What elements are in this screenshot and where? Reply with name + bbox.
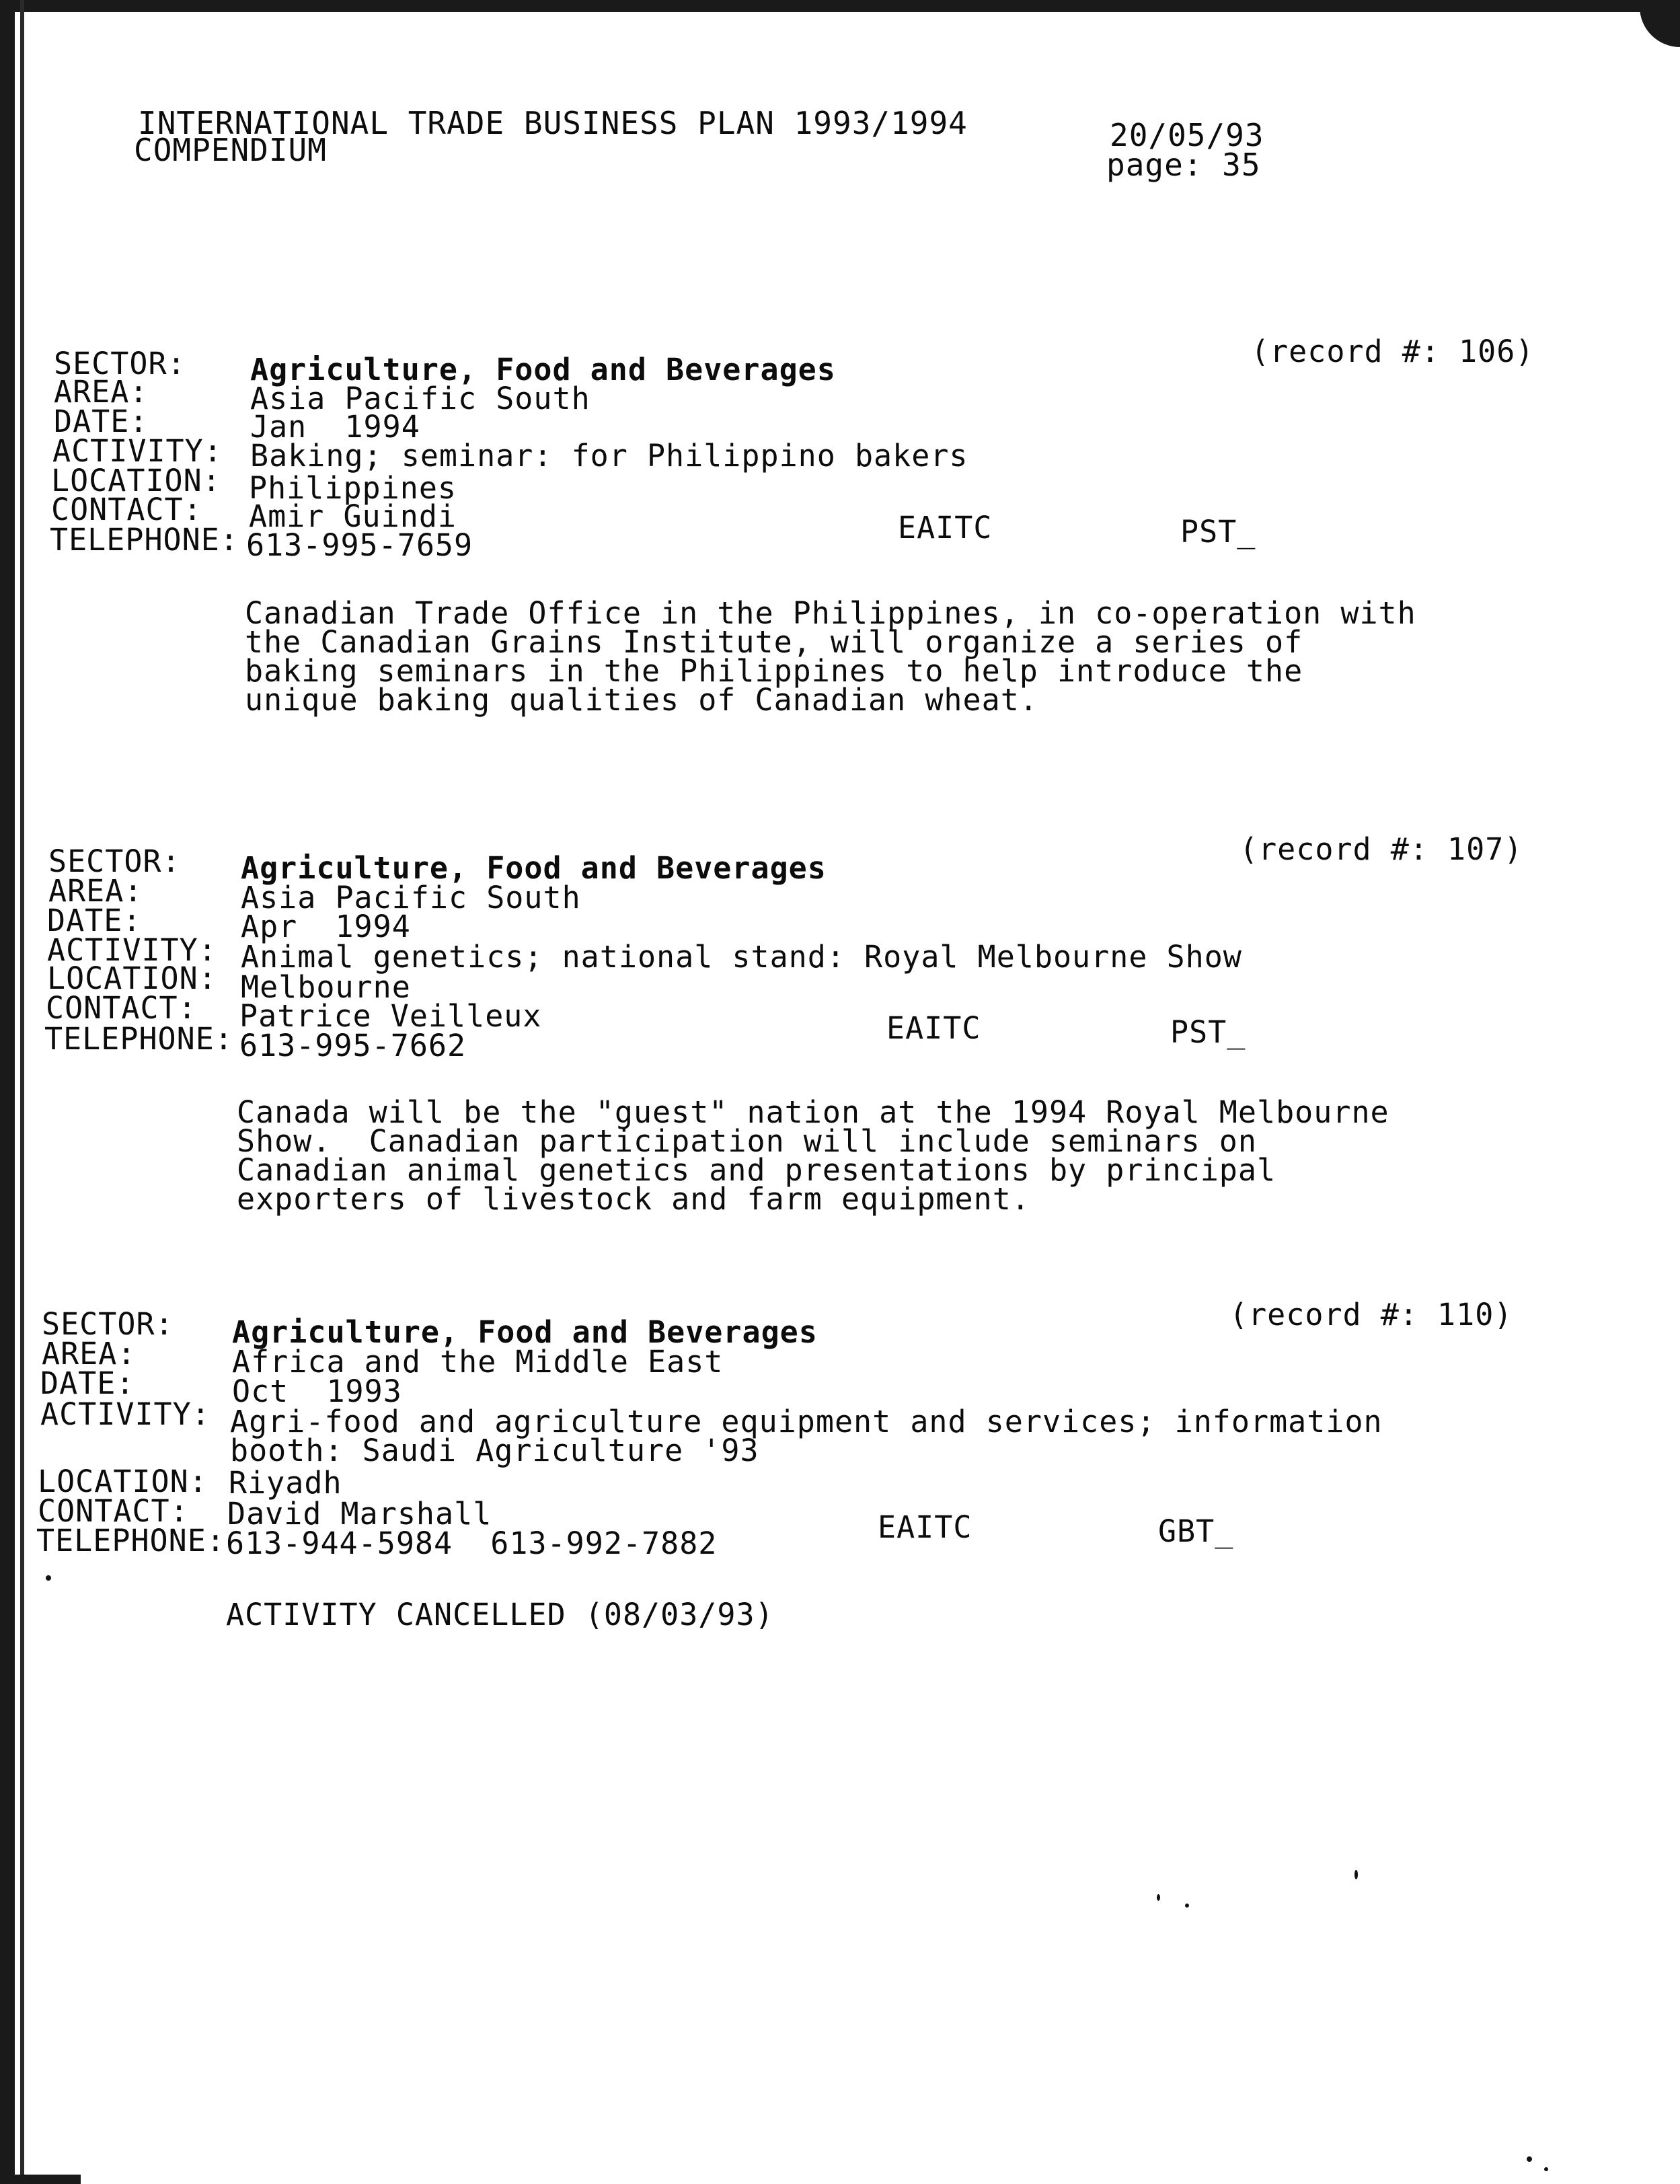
scan-corner: [1640, 0, 1680, 47]
sector-label: SECTOR:: [48, 843, 181, 879]
record-number: (record #: 107): [1239, 831, 1523, 867]
department-value: EAITC: [878, 1509, 972, 1545]
scan-speck: [1157, 1894, 1160, 1901]
date-label: DATE:: [47, 903, 142, 938]
telephone-value: 613-944-5984 613-992-7882: [226, 1526, 718, 1561]
contact-value: Amir Guindi: [249, 498, 457, 534]
activity-label: ACTIVITY:: [47, 932, 217, 968]
sector-value: Agriculture, Food and Beverages: [250, 352, 836, 387]
contact-value: David Marshall: [227, 1496, 492, 1532]
sector-label: SECTOR:: [54, 346, 186, 381]
telephone-label: TELEPHONE:: [44, 1021, 233, 1057]
location-label: LOCATION:: [51, 463, 221, 498]
contact-value: Patrice Veilleux: [239, 998, 542, 1034]
contact-label: CONTACT:: [46, 990, 197, 1026]
scan-speck: [1527, 2156, 1532, 2162]
scan-edge-top: [0, 0, 1680, 12]
document-date: 20/05/93: [1110, 117, 1264, 153]
activity-value: Animal genetics; national stand: Royal Melbourne Show: [241, 939, 1242, 975]
location-value: Melbourne: [241, 969, 411, 1005]
area-label: AREA:: [42, 1336, 137, 1371]
location-label: LOCATION:: [38, 1464, 208, 1499]
activity-label: ACTIVITY:: [40, 1396, 211, 1432]
scan-speck: [46, 1575, 51, 1581]
code-value: PST_: [1170, 1014, 1246, 1050]
location-label: LOCATION:: [47, 961, 217, 996]
page-number: page: 35: [1106, 147, 1261, 183]
sector-value: Agriculture, Food and Beverages: [232, 1314, 818, 1350]
telephone-label: TELEPHONE:: [36, 1523, 225, 1558]
area-label: AREA:: [48, 873, 143, 909]
telephone-value: 613-995-7659: [246, 527, 473, 563]
sector-value: Agriculture, Food and Beverages: [241, 850, 827, 886]
contact-label: CONTACT:: [38, 1493, 189, 1529]
telephone-value: 613-995-7662: [239, 1028, 467, 1063]
record-status: ACTIVITY CANCELLED (08/03/93): [226, 1597, 774, 1632]
date-value: Jan 1994: [250, 409, 420, 445]
scan-edge-bottom: [0, 2175, 81, 2184]
scan-edge-left-line: [20, 0, 24, 2184]
date-label: DATE:: [40, 1365, 135, 1401]
record-number: (record #: 110): [1229, 1297, 1513, 1332]
document-title: INTERNATIONAL TRADE BUSINESS PLAN 1993/1994: [138, 105, 968, 141]
activity-value: Baking; seminar: for Philippino bakers: [250, 438, 968, 474]
location-value: Riyadh: [229, 1465, 342, 1501]
sector-label: SECTOR:: [42, 1306, 174, 1342]
telephone-label: TELEPHONE:: [50, 522, 239, 558]
record-description: Canada will be the "guest" nation at the 1994 Royal Melbourne Show. Canadian participation will include seminars on Canadian animal genetics and presentations by principal exporters of livestock and farm equipment.: [237, 1094, 1389, 1217]
record-number: (record #: 106): [1251, 334, 1535, 369]
scan-edge-left: [0, 0, 15, 2184]
date-value: Oct 1993: [232, 1373, 402, 1409]
activity-label: ACTIVITY:: [52, 433, 223, 469]
record-description: Canadian Trade Office in the Philippines, in co-operation with the Canadian Grains Institute, will organize a series of baking seminars in the Philippines to help introduce the unique baking qualities of Canadian wheat.: [245, 595, 1416, 718]
activity-value: Agri-food and agriculture equipment and services; information booth: Saudi Agriculture '93: [230, 1404, 1383, 1468]
code-value: GBT_: [1158, 1513, 1234, 1549]
area-value: Asia Pacific South: [241, 880, 581, 915]
department-value: EAITC: [898, 510, 993, 545]
area-value: Africa and the Middle East: [232, 1344, 724, 1380]
area-value: Asia Pacific South: [250, 381, 590, 416]
area-label: AREA:: [54, 374, 149, 410]
scan-speck: [1544, 2167, 1548, 2171]
document-subtitle: COMPENDIUM: [134, 132, 327, 168]
scan-speck: [1354, 1870, 1358, 1879]
contact-label: CONTACT:: [51, 492, 202, 527]
location-value: Philippines: [249, 470, 457, 506]
department-value: EAITC: [886, 1010, 981, 1046]
code-value: PST_: [1180, 514, 1256, 550]
date-label: DATE:: [54, 404, 149, 439]
scan-speck: [1185, 1904, 1189, 1908]
date-value: Apr 1994: [241, 909, 411, 944]
